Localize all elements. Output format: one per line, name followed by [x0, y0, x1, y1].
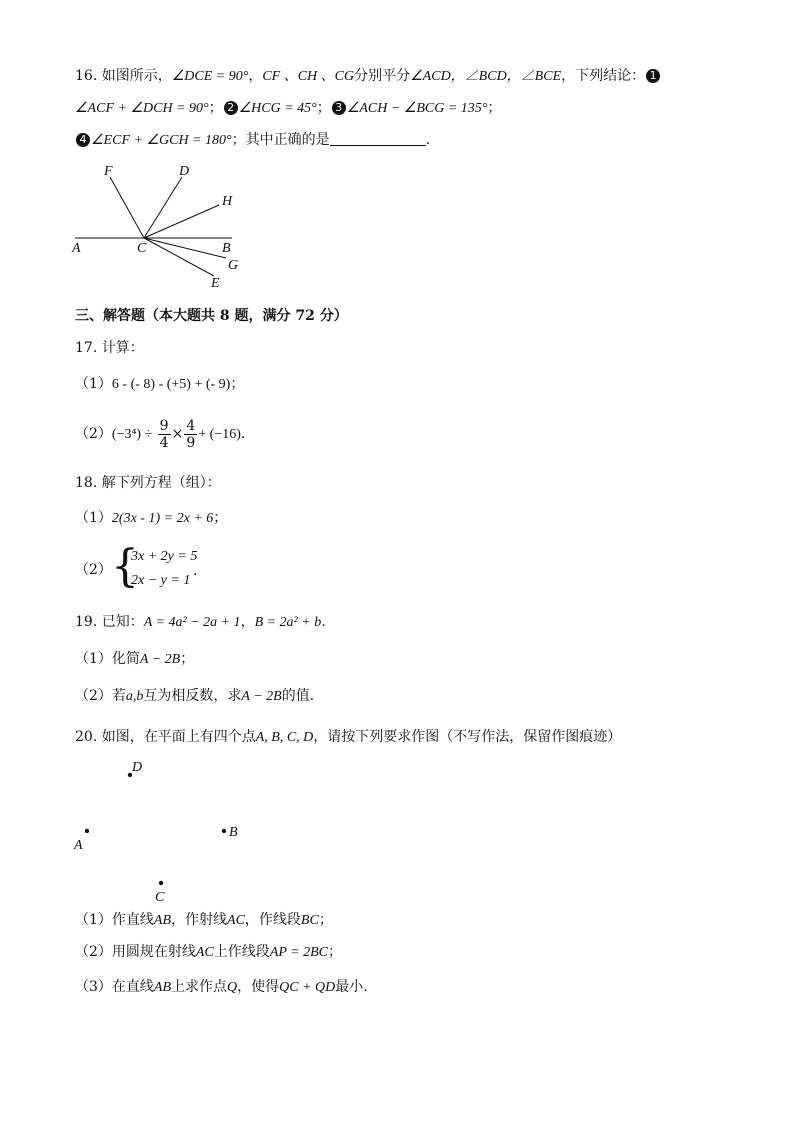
point-b-label: B — [229, 825, 238, 840]
label-h: H — [222, 194, 233, 209]
q19-p2-expr: A − 2B — [241, 689, 282, 704]
q20-p3-m2: Q — [227, 980, 238, 995]
q19-p1-text: 化简 — [111, 651, 140, 667]
q18-number: 18. — [75, 475, 98, 491]
q18-part1 — [75, 508, 227, 529]
q17-p1-expr: 6 - (- 8) - (+5) + (- 9) — [111, 377, 231, 392]
q20-p2-end: ； — [328, 944, 342, 960]
q16-text-a: 如图所示， — [101, 68, 172, 84]
q20-text-a: 如图，在平面上有四个点 — [101, 729, 256, 745]
q19-p2-c: 的值. — [281, 688, 315, 704]
q20-p2-m1: AC — [195, 945, 214, 960]
q20-p3-a: 在直线 — [111, 979, 154, 995]
q20-p2-b: 上作线段 — [213, 944, 270, 960]
q20-text-b: ，请按下列要求作图（不写作法，保留作图痕迹） — [313, 729, 622, 745]
frac2-numerator: 4 — [186, 417, 196, 434]
q19-p2-vars: a,b — [125, 689, 144, 704]
section-heading: 三、解答题（本大题共 8 题，满分 72 分） — [75, 308, 348, 324]
label-f: F — [104, 164, 113, 179]
label-e: E — [211, 276, 220, 291]
q20-number: 20. — [75, 729, 98, 745]
q17-p2-label: （2） — [75, 426, 112, 442]
ray-cg — [144, 238, 226, 258]
q16-mark-1: 1 — [646, 69, 660, 83]
q20-p1-a: 作直线 — [111, 912, 154, 928]
q20-p3-c: ，使得 — [237, 979, 280, 995]
q19-p2-a: 若 — [111, 688, 126, 704]
point-c-label: C — [155, 890, 165, 905]
q20-p1-label: （1） — [75, 912, 112, 928]
q16-sep3: ； — [316, 100, 331, 116]
q16-sep1: ， — [248, 68, 263, 84]
q20-p3-m3: QC + QD — [279, 980, 336, 995]
q16-mark-4: 4 — [76, 133, 90, 147]
q17-part2 — [75, 414, 245, 455]
frac2-denominator: 9 — [186, 434, 196, 451]
q19-a-def: A = 4a² − 2a + 1 — [143, 615, 241, 630]
q20-p3-d: 最小. — [335, 979, 368, 995]
point-a-label: A — [74, 838, 83, 853]
label-c: C — [137, 241, 147, 256]
q17-part1 — [75, 374, 244, 395]
q19-line — [75, 612, 326, 633]
ray-ce — [144, 238, 214, 276]
point-b-dot — [222, 829, 226, 833]
q16-text-d: ；其中正确的是 — [231, 132, 330, 148]
q20-line — [75, 727, 621, 748]
q16-sep4: ； — [487, 100, 502, 116]
q16-text-b: 分别平分 — [354, 68, 411, 84]
q20-points: A, B, C, D — [255, 730, 314, 745]
q19-part1 — [75, 649, 194, 670]
q20-p1-m3: BC — [300, 913, 319, 928]
q18-p2-label: （2） — [75, 562, 112, 578]
label-d: D — [179, 164, 190, 179]
point-d-label: D — [132, 760, 143, 775]
q17-times: × — [171, 426, 184, 442]
q19-b-def: B = 2a² + b — [254, 615, 322, 630]
q20-part1 — [75, 910, 333, 931]
q18-p2-end: . — [193, 563, 198, 579]
q16-end: . — [425, 132, 431, 148]
q17-p1-end: ； — [230, 376, 245, 392]
q16-angles: ∠ACD，∠BCD，∠BCE — [410, 69, 562, 84]
q18-title: 解下列方程（组）： — [101, 475, 221, 491]
q17-number: 17. — [75, 340, 98, 356]
q20-p1-b: ，作射线 — [171, 912, 228, 928]
q19-p2-label: （2） — [75, 688, 112, 704]
q19-number: 19. — [75, 614, 98, 630]
q20-p2-m2: AP = 2BC — [269, 945, 328, 960]
system-brace: { — [111, 541, 139, 592]
point-a-dot — [85, 829, 89, 833]
q16-cond1: ∠DCE = 90° — [171, 69, 249, 84]
ray-cd — [144, 177, 182, 238]
q16-rays: CF 、CH 、CG — [262, 69, 355, 84]
q16-text-c: ，下列结论： — [561, 68, 646, 84]
q20-p2-label: （2） — [75, 944, 112, 960]
q17-title-line — [75, 338, 144, 358]
q18-title-line — [75, 473, 221, 493]
q16-conclusion-4: ∠ECF + ∠GCH = 180° — [91, 133, 232, 148]
q20-p1-c: ，作线段 — [244, 912, 301, 928]
q17-fraction-1 — [158, 418, 171, 451]
q20-p1-end: ； — [318, 912, 333, 928]
q16-conclusion-2: ∠HCG = 45° — [238, 101, 317, 116]
ray-ch — [144, 205, 219, 238]
q20-part2 — [75, 942, 342, 963]
point-c-dot — [159, 881, 163, 885]
q19-part2 — [75, 686, 314, 707]
frac1-numerator: 9 — [159, 417, 169, 434]
frac1-denominator: 4 — [159, 434, 169, 451]
q17-title: 计算： — [101, 340, 144, 356]
label-a: A — [72, 241, 81, 256]
q16-sep2: ； — [208, 100, 223, 116]
q20-p3-b: 上求作点 — [171, 979, 228, 995]
q19-p1-end: ； — [180, 651, 195, 667]
q20-p3-m1: AB — [153, 980, 172, 995]
q17-p1-label: （1） — [75, 376, 112, 392]
q18-equation-2: 2x − y = 1 — [131, 573, 191, 588]
q19-p2-b: 互为相反数，求 — [143, 688, 242, 704]
q20-p1-m2: AC — [227, 913, 245, 928]
q19-sep: ， — [240, 614, 255, 630]
q19-end: . — [321, 614, 326, 630]
q16-number: 16. — [75, 68, 98, 84]
q16-mark-2: 2 — [224, 101, 238, 115]
q20-p3-label: （3） — [75, 979, 112, 995]
q18-equation-1: 3x + 2y = 5 — [131, 549, 198, 564]
q18-p1-expr: 2(3x - 1) = 2x + 6 — [111, 511, 214, 526]
q20-p2-a: 用圆规在射线 — [111, 944, 196, 960]
q16-mark-3: 3 — [332, 101, 346, 115]
q17-fraction-2 — [184, 418, 197, 451]
ray-cf — [110, 177, 144, 238]
q18-p1-end: ； — [213, 510, 228, 526]
q19-title: 已知： — [101, 614, 144, 630]
q16-conclusion-1: ∠ACF + ∠DCH = 90° — [75, 101, 209, 116]
q18-p1-label: （1） — [75, 510, 112, 526]
q17-p2-end: . — [240, 426, 246, 442]
label-b: B — [222, 241, 231, 256]
q20-p1-m1: AB — [153, 913, 172, 928]
q17-p2-pre: (−3⁴) ÷ — [111, 427, 153, 442]
q19-p1-expr: A − 2B — [139, 652, 181, 667]
label-g: G — [228, 258, 239, 273]
q16-conclusion-3: ∠ACH − ∠BCG = 135° — [346, 101, 488, 116]
q20-part3 — [75, 977, 368, 998]
q19-p1-label: （1） — [75, 651, 112, 667]
q17-p2-post: + (−16) — [198, 427, 241, 442]
